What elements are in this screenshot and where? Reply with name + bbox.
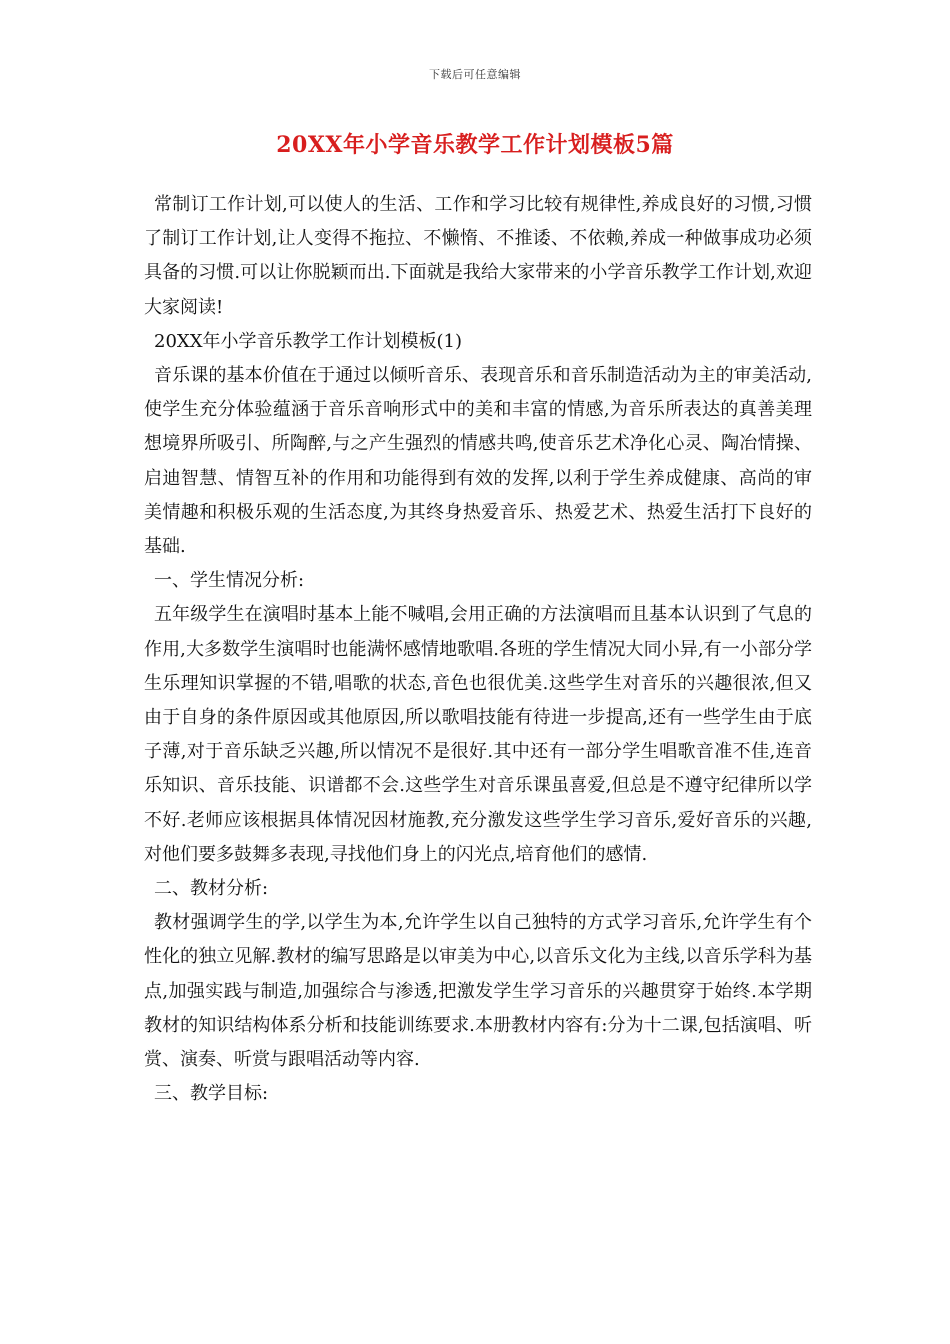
section-heading-student-analysis: 一、学生情况分析: [154,570,305,592]
paragraph-intro: 常制订工作计划,可以使人的生活、工作和学习比较有规律性,养成良好的习惯,习惯了制订工作计划,让人变得不拖拉、不懒惰、不推诿、不依赖,养成一种做事成功必须具备的习惯.可以让你脱颖而出.下面就是我给大家带来的小学音乐教学工作计划,欢迎大家阅读! [144,194,812,318]
section-heading-textbook-analysis: 二、教材分析: [154,878,269,900]
header-note: 下载后可任意编辑 [429,68,521,81]
paragraph-textbook-analysis: 教材强调学生的学,以学生为本,允许学生以自己独特的方式学习音乐,允许学生有个性化的独立见解.教材的编写思路是以审美为中心,以音乐文化为主线,以音乐学科为基点,加强实践与制造,加强综合与渗透,把激发学生学习音乐的兴趣贯穿于始终.本学期教材的知识结构体系分析和技能训练要求.本册教材内容有:分为十二课,包括演唱、听赏、演奏、听赏与跟唱活动等内容. [144,912,812,1071]
section-heading-template-1: 20XX年小学音乐教学工作计划模板(1) [154,330,463,352]
document-body [144,188,812,1111]
section-heading-teaching-goals: 三、教学目标: [154,1083,269,1105]
document-title: 20XX年小学音乐教学工作计划模板5篇 [276,132,674,158]
paragraph-student-analysis: 五年级学生在演唱时基本上能不喊唱,会用正确的方法演唱而且基本认识到了气息的作用,大多数学生演唱时也能满怀感情地歌唱.各班的学生情况大同小异,有一小部分学生乐理知识掌握的不错,唱歌的状态,音色也很优美.这些学生对音乐的兴趣很浓,但又由于自身的条件原因或其他原因,所以歌唱技能有待进一步提高,还有一些学生由于底子薄,对于音乐缺乏兴趣,所以情况不是很好.其中还有一部分学生唱歌音准不佳,连音乐知识、音乐技能、识谱都不会.这些学生对音乐课虽喜爱,但总是不遵守纪律所以学不好.老师应该根据具体情况因材施教,充分激发这些学生学习音乐,爱好音乐的兴趣,对他们要多鼓舞多表现,寻找他们身上的闪光点,培育他们的感情. [144,604,812,865]
paragraph-music-value: 音乐课的基本价值在于通过以倾听音乐、表现音乐和音乐制造活动为主的审美活动,使学生充分体验蕴涵于音乐音响形式中的美和丰富的情感,为音乐所表达的真善美理想境界所吸引、所陶醉,与之产生强烈的情感共鸣,使音乐艺术净化心灵、陶冶情操、启迪智慧、情智互补的作用和功能得到有效的发挥,以利于学生养成健康、高尚的审美情趣和积极乐观的生活态度,为其终身热爱音乐、热爱艺术、热爱生活打下良好的基础. [144,365,812,558]
